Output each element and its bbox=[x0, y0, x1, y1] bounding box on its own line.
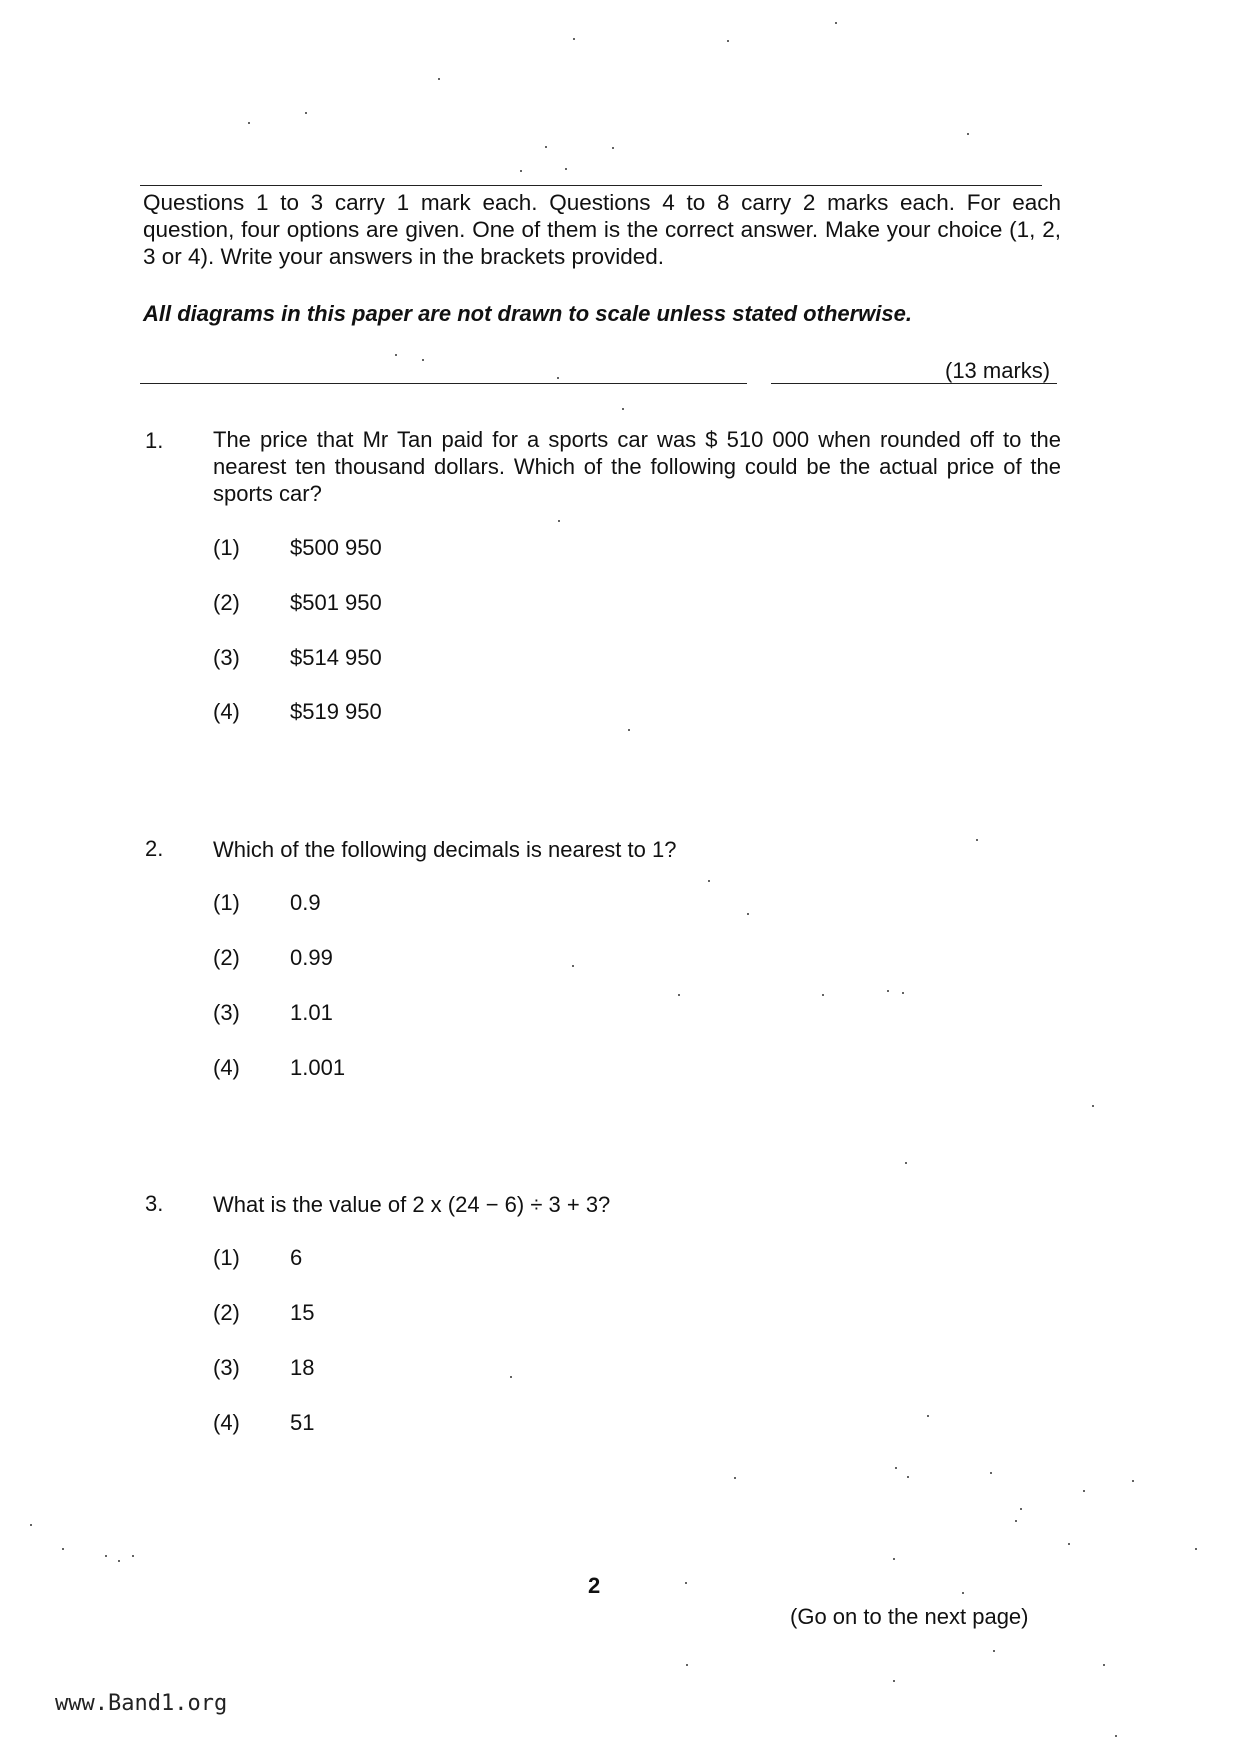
question-text: What is the value of 2 x (24 − 6) ÷ 3 + 3? bbox=[213, 1192, 611, 1217]
option-label: (4) bbox=[213, 1055, 240, 1080]
option-value: 18 bbox=[290, 1355, 315, 1380]
page-number: 2 bbox=[588, 1573, 601, 1598]
option-label: (2) bbox=[213, 1300, 240, 1325]
instructions-text: Questions 1 to 3 carry 1 mark each. Questions 4 to 8 carry 2 marks each. For each question, four options are given. One of them is the correct answer. Make your choice (1, 2, 3 or 4). Write your answers in the brackets provided. bbox=[143, 190, 1061, 269]
option-label: (3) bbox=[213, 645, 240, 670]
question-number: 3. bbox=[145, 1191, 164, 1216]
section-rule-left bbox=[140, 383, 747, 384]
header-rule bbox=[140, 185, 1042, 186]
scale-note: All diagrams in this paper are not drawn to scale unless stated otherwise. bbox=[143, 301, 912, 326]
option-value: 0.99 bbox=[290, 945, 333, 970]
option-label: (2) bbox=[213, 945, 240, 970]
option-value: $501 950 bbox=[290, 590, 382, 615]
option-value: 51 bbox=[290, 1410, 315, 1435]
option-value: 15 bbox=[290, 1300, 315, 1325]
question-number: 1. bbox=[145, 428, 164, 453]
next-page-note: (Go on to the next page) bbox=[790, 1604, 1029, 1629]
option-value: 1.001 bbox=[290, 1055, 346, 1080]
option-label: (1) bbox=[213, 1245, 240, 1270]
option-value: $500 950 bbox=[290, 535, 382, 560]
option-label: (3) bbox=[213, 1355, 240, 1380]
option-value: 0.9 bbox=[290, 890, 321, 915]
option-label: (1) bbox=[213, 890, 240, 915]
question-text: Which of the following decimals is nearest to 1? bbox=[213, 837, 677, 862]
option-value: 1.01 bbox=[290, 1000, 333, 1025]
website-footer: www.Band1.org bbox=[55, 1691, 228, 1716]
question-number: 2. bbox=[145, 836, 164, 861]
option-label: (2) bbox=[213, 590, 240, 615]
option-value: $519 950 bbox=[290, 699, 382, 724]
option-value: 6 bbox=[290, 1245, 303, 1270]
option-label: (3) bbox=[213, 1000, 240, 1025]
option-label: (4) bbox=[213, 699, 240, 724]
option-label: (1) bbox=[213, 535, 240, 560]
question-text: The price that Mr Tan paid for a sports car was $ 510 000 when rounded off to the nearest ten thousand dollars. Which of the following could be the actual price of the sports car? bbox=[213, 427, 1061, 506]
option-value: $514 950 bbox=[290, 645, 382, 670]
section-marks: (13 marks) bbox=[945, 358, 1051, 383]
option-label: (4) bbox=[213, 1410, 240, 1435]
